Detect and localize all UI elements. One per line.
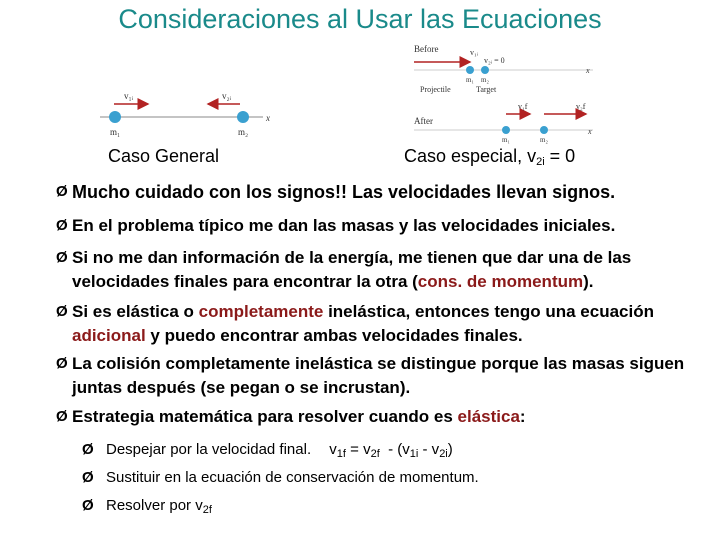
bullet-1-text: Mucho cuidado con los signos!! Las velocidades llevan signos. [72, 182, 616, 202]
projectile-ball [466, 66, 474, 74]
bullet-4-text [72, 300, 702, 348]
bullet-4-part-1: Si es elástica o [72, 302, 199, 321]
special-case-figure [408, 40, 608, 150]
bullet-3-emphasis: cons. de momentum [417, 272, 584, 291]
target-label: Target [476, 85, 497, 94]
before-v1i-label: v₁ᵢ [470, 48, 479, 57]
bullet-3-part-1: Si no me dan información de la energía, me tienen que dar una de las velocidades finales para encontrar la otra ( [72, 248, 632, 291]
subbullet-1-text [106, 440, 453, 464]
after-m1-label: m₁ [502, 136, 510, 144]
mass2-ball [237, 111, 249, 123]
eq-sub-1i: 1i [409, 448, 419, 460]
general-case-figure [98, 90, 278, 140]
subbullet-3-text [106, 496, 212, 520]
slide-title: Consideraciones al Usar las Ecuaciones [118, 4, 602, 34]
after-ball-1 [502, 126, 510, 134]
bullet-3-text [72, 246, 702, 294]
mass1-ball [109, 111, 121, 123]
after-v1f-label: v₁f [518, 102, 528, 111]
subbullet-1-label: Despejar por la velocidad final. [106, 441, 312, 458]
bullet-6-part-1: Estrategia matemática para resolver cuando es [72, 407, 458, 426]
after-v2f-label: v₂f [576, 102, 586, 111]
bullet-6-emphasis: elástica [457, 407, 520, 426]
bullet-arrow-icon: Ø [56, 217, 68, 234]
bullet-6-part-3: : [519, 407, 526, 426]
subbullet-arrow-icon: Ø [82, 469, 94, 486]
x-label: x [266, 113, 270, 123]
v2i-label: v₂ᵢ [222, 91, 232, 101]
bullet-4-part-5: y puedo encontrar ambas velocidades finales. [145, 326, 523, 345]
eq-v: v [329, 441, 337, 458]
bullet-6-text [72, 405, 702, 429]
eq-mid: = v [345, 441, 371, 458]
subbullet-arrow-icon: Ø [82, 497, 94, 514]
bullet-arrow-icon: Ø [56, 303, 68, 320]
subbullet-3-label: Resolver por v [106, 497, 203, 514]
projectile-label: Projectile [420, 85, 451, 94]
special-case-caption [404, 146, 575, 168]
m2-label: m₂ [238, 127, 249, 137]
after-label: After [414, 116, 433, 126]
after-ball-2 [540, 126, 548, 134]
v1i-label: v₁ᵢ [124, 91, 134, 101]
bullet-3-part-3: ). [583, 272, 594, 291]
before-x-label: x [586, 66, 590, 75]
before-m2-label: m₂ [481, 76, 489, 84]
bullet-4-emphasis-1: completamente [198, 302, 324, 321]
bullet-2-text: En el problema típico me dan las masas y las velocidades iniciales. [72, 216, 616, 235]
eq-close: ) [447, 441, 453, 458]
after-m2-label: m₂ [540, 136, 548, 144]
subbullet-2-text: Sustituir en la ecuación de conservación de momentum. [106, 469, 479, 486]
subbullet-arrow-icon: Ø [82, 441, 94, 458]
eq-minus: - v [418, 441, 440, 458]
m1-label: m₁ [110, 127, 121, 137]
before-m1-label: m₁ [466, 76, 474, 84]
bullet-5-text: La colisión completamente inelástica se distingue porque las masas siguen juntas después (se pegan o se incrustan). [72, 354, 685, 397]
subbullet-3-sub: 2f [202, 504, 212, 516]
special-caption-sub: 2i [536, 156, 545, 168]
v2i-zero-label: v₂ᵢ = 0 [484, 56, 505, 65]
bullet-arrow-icon: Ø [56, 249, 68, 266]
bullet-arrow-icon: Ø [56, 408, 68, 425]
bullet-4-part-3: inelástica, entonces tengo una ecuación [323, 302, 654, 321]
before-label: Before [414, 44, 439, 54]
eq-paren: - (v [379, 441, 410, 458]
after-x-label: x [588, 127, 592, 136]
eq-sub-1f: 1f [336, 448, 346, 460]
bullet-arrow-icon: Ø [56, 183, 68, 200]
bullet-arrow-icon: Ø [56, 355, 68, 372]
general-case-caption: Caso General [108, 146, 220, 166]
bullet-4-emphasis-2: adicional [72, 326, 146, 345]
special-caption-suffix: = 0 [544, 146, 576, 166]
eq-sub-2i: 2i [439, 448, 448, 460]
target-ball [481, 66, 489, 74]
velocity-equation [329, 441, 452, 458]
special-caption-prefix: Caso especial, v [404, 146, 537, 166]
eq-sub-2f: 2f [370, 448, 380, 460]
